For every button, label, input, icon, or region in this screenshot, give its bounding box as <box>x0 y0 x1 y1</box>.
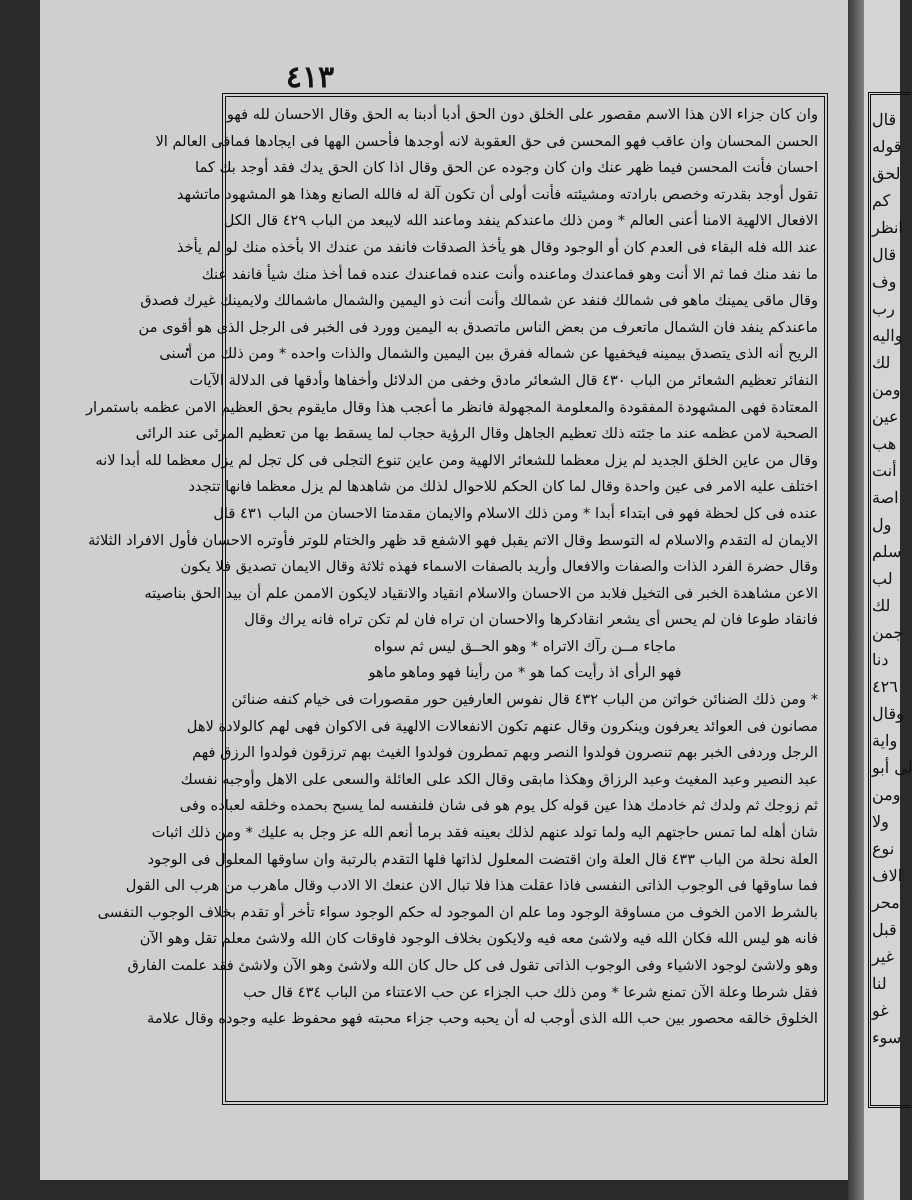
next-page-fragment: وف <box>872 272 897 291</box>
text-line: فانقاد طوعا فان لم يحس أى يشعر انقادكرها والاحسان ان تراه فان لم تكن تراه فانه يراك وقال <box>244 611 818 629</box>
next-page-fragment: قال <box>872 245 897 264</box>
next-page-fragment: انظر <box>872 218 903 237</box>
next-page-fragment: دنا <box>872 650 889 669</box>
text-line: وقال حضرة الفرد الذات والصفات والافعال وأريد بالصفات الاسماء فهذه ثلاثة وقال الايمان تصديق فلا يكون <box>180 558 818 576</box>
text-line: فما ساوقها فى الوجوب الذاتى النفسى فاذا عقلت هذا فلا تبال الان عنعك الا الادب وقال ماهرب من هرب الى القول <box>125 877 818 895</box>
next-page-fragment: لحق <box>872 164 901 183</box>
text-line: * ومن ذلك الضنائن خواتن من الباب ٤٣٢ قال نفوس العارفين حور مقصورات فى خيام كنفه ضنائن <box>231 691 818 709</box>
next-page-fragment: رب <box>872 299 895 318</box>
next-page-fragment: جمن <box>872 623 904 642</box>
text-line: وهو ولاشئ لوجود الاشياء وفى الوجوب الذاتى تقول فى كل حال كان الله ولاشئ وهو الآن ولاشئ فقد علمت الفارق <box>127 957 818 974</box>
text-line: شان أهله لما تمس حاجتهم اليه ولما تولد عنهم لذلك بعينه فقد برما أنعم الله عز وجل به عليك * ومن ذلك اثبات <box>151 824 818 842</box>
next-page-fragment: لك <box>872 596 891 615</box>
next-page-fragment: الاف <box>872 866 903 885</box>
text-line: الصحبة لامن عظمه عند ما جئته ذلك تعظيم الجاهل وقال الرؤية حجاب لما يسقط بها من تعظيم المرئى عند الرائى <box>135 425 818 443</box>
text-line: الحسن المحسان وان عاقب فهو المحسن فى حق العقوبة لانه أوجدها فأحسن الهها فى ايجادها فمافى العالم الا <box>155 132 818 150</box>
next-page-fragment: ولا <box>872 812 889 831</box>
text-line: النفائر تعظيم الشعائر من الباب ٤٣٠ قال الشعائر مادق وخفى من الدلائل وأخفاها وأدقها فى الدلالة الآيات <box>189 371 818 389</box>
text-line: العلة نحلة من الباب ٤٣٣ قال العلة وان اقتضت المعلول لذاتها فلها التقدم بالرتبة وان ساوقها المعلول فى الوجود <box>147 850 818 868</box>
next-page-fragment: قال <box>872 110 897 129</box>
text-line: ثم زوجك ثم ولدك ثم خادمك هذا عين قوله كل يوم هو فى شان فلنفسه لما يسبح بحمده وخلقه لعباده وفى <box>179 797 818 815</box>
text-line: اختلف عليه الامر فى عين واحدة وقال لما كان الحكم للاحوال لذلك من شاهدها لم يزل معظما فانها تتجدد <box>188 478 818 496</box>
next-page-fragment: أنت <box>872 461 897 480</box>
next-page-fragment: سوء <box>872 1028 902 1047</box>
next-page-fragment: قوله <box>872 137 902 156</box>
text-line: الافعال الالهية الامنا أعنى العالم * ومن ذلك ماعندكم ينفد وماعند الله لايبعد من الباب ٤٢٩ قال الكل <box>223 212 818 230</box>
next-page-fragment: واليه <box>872 326 903 345</box>
next-page-fragment: ومن <box>872 380 901 399</box>
text-line: الاعن مشاهدة الخبر فى التخيل فلابد من الاحسان والاسلام انقياد والانقياد لايكون الاممن علم أن بيد الحق بناصيته <box>144 584 818 602</box>
next-page-fragment: وقال <box>872 704 904 723</box>
next-page-fragment: محر <box>872 893 900 912</box>
next-page-fragment: غير <box>872 947 895 966</box>
text-line: عند الله فله البقاء فى العدم كان أو الوجود وقال هو يأخذ الصدقات فانفد من عندك الا بأخذه منك لو لم يأخذ <box>176 238 818 256</box>
next-page-fragment: لنا <box>872 974 887 993</box>
next-page-fragment: هب <box>872 434 897 453</box>
text-line: وقال من عاين الخلق الجديد لم يزل معظما للشعائر الالهية ومن عاين تنوع التجلى فى كل تجل لم يزل معظما لله أبدا لانه <box>95 451 818 469</box>
next-page-fragment: لب <box>872 569 893 588</box>
verse-line: فهو الرأى اذ رأيت كما هو * من رأينا فهو وماهو ماهو <box>368 664 682 682</box>
next-page-fragment: قبل <box>872 920 897 939</box>
text-line: وان كان جزاء الان هذا الاسم مقصور على الخلق دون الحق أدبا أدبنا به الحق وقال الاحسان لله فهو <box>226 106 818 123</box>
next-page-fragment: غو <box>872 1001 889 1020</box>
next-page-fragment: لى أبو <box>872 758 912 777</box>
text-line: الريح أنه الذى يتصدق بيمينه فيخفيها عن شماله ففرق بين اليمين والشمال والذات واحده * ومن ذلك من أسنى <box>159 345 818 363</box>
text-line: وقال ماقى يمينك ماهو فى شمالك فنفد عن شمالك وأنت أنت ذو اليمين والشمال ماشمالك ولايمينك غيرك فصدق <box>140 292 818 310</box>
main-text-block <box>85 102 818 1094</box>
text-line: الخلوق خالقه محصور بين حب الله الذى أوجب له أن يحبه وحب جزاء محبته فهو محفوظ عليه وجوده وقال علامة <box>146 1010 818 1028</box>
next-page-fragment: ٤٢٦ <box>872 677 898 696</box>
next-page-fragment: واية <box>872 731 898 750</box>
text-line: عبد النصير وعبد المغيث وعبد الرزاق وهكذا مابقى وقال الكد على العائلة والسعى على الاهل وأوجبه نفسك <box>180 770 818 788</box>
text-line: مصانون فى العوائد يعرفون وينكرون وقال عنهم تكون الانفعالات الالهية فى الاكوان فهى لهم كالولادة لاهل <box>186 717 818 735</box>
text-line: الايمان له التقدم والاسلام له التوسط وقال الاتم يقبل فهو الاشفع قد ظهر والختام للوتر فأوتره الاحسان فأول الافراد الثلاثة <box>88 531 818 549</box>
verse-line: ماجاء مــن رآك الاتراه * وهو الحــق ليس ثم سواه <box>373 637 677 655</box>
text-line: بالشرط الامن الخوف من مساوقة الوجود وما علم ان الموجود له حكم الوجود سواء تأخر أو تقدم بخلاف الوجوب النفسى <box>97 903 818 921</box>
next-page-fragment: لك <box>872 353 891 372</box>
next-page-fragment: اصة <box>872 488 899 507</box>
next-page-fragment: ومن <box>872 785 901 804</box>
text-line: عنده فى كل لحظة فهو فى ابتداء أبدا * ومن ذلك الاسلام والايمان مقدمتا الاحسان من الباب ٤٣١ قال <box>213 504 818 522</box>
next-page-fragment: كم <box>872 191 891 210</box>
text-line: المعتادة فهى المشهودة المفقودة والمعلومة المجهولة فانظر ما أعجب هذا وقال مايقوم بحق العظيم الامن عظمه باستمرار <box>85 398 818 416</box>
text-line: الرجل وردفى الخبر بهم تنصرون فولدوا النصر وبهم تمطرون فولدوا الغيث بهم ترزقون فولدوا الرزق فهم <box>192 744 818 762</box>
text-line: ماعندكم ينفد فان الشمال ماتعرف من بعض الناس ماتصدق به اليمين وورد فى الخبر فى الرجل الذى هو أقوى من <box>138 318 818 336</box>
next-page-fragment: نوع <box>872 839 895 858</box>
text-line: فقل شرطا وعلة الآن تمنع شرعا * ومن ذلك حب الجزاء عن حب الاعتناء من الباب ٤٣٤ قال حب <box>243 983 818 1001</box>
next-page-fragment: سلم <box>872 542 902 561</box>
text-line: ما نفد منك فما ثم الا أنت وهو فماعندك وماعنده وأنت عنده فماعندك عنده فما أخذ منك شيأ فانفد عنك <box>201 265 818 283</box>
text-line: تقول أوجد بقدرته وخصص بارادته ومشيئته فأنت أولى أن تكون آلة له فالله الصانع وهذا هو المشهود ماتشهد <box>176 185 818 203</box>
text-line: فانه هو ليس الله فكان الله فيه ولاشئ معه فيه ولايكون بخلاف الوجود فاوقات كان الله ولاشئ معلم تقل وهو الآن <box>139 930 818 948</box>
next-page-edge <box>864 0 912 1200</box>
next-page-fragment: عين <box>872 407 899 426</box>
page-number: ٤١٣ <box>285 60 335 95</box>
next-page-fragment: ول <box>872 515 892 534</box>
text-line: احسان فأنت المحسن فيما ظهر عنك وان كان وجوده عن الحق وقال اذا كان الحق يدك فقد أوجد بك كما <box>195 159 818 177</box>
